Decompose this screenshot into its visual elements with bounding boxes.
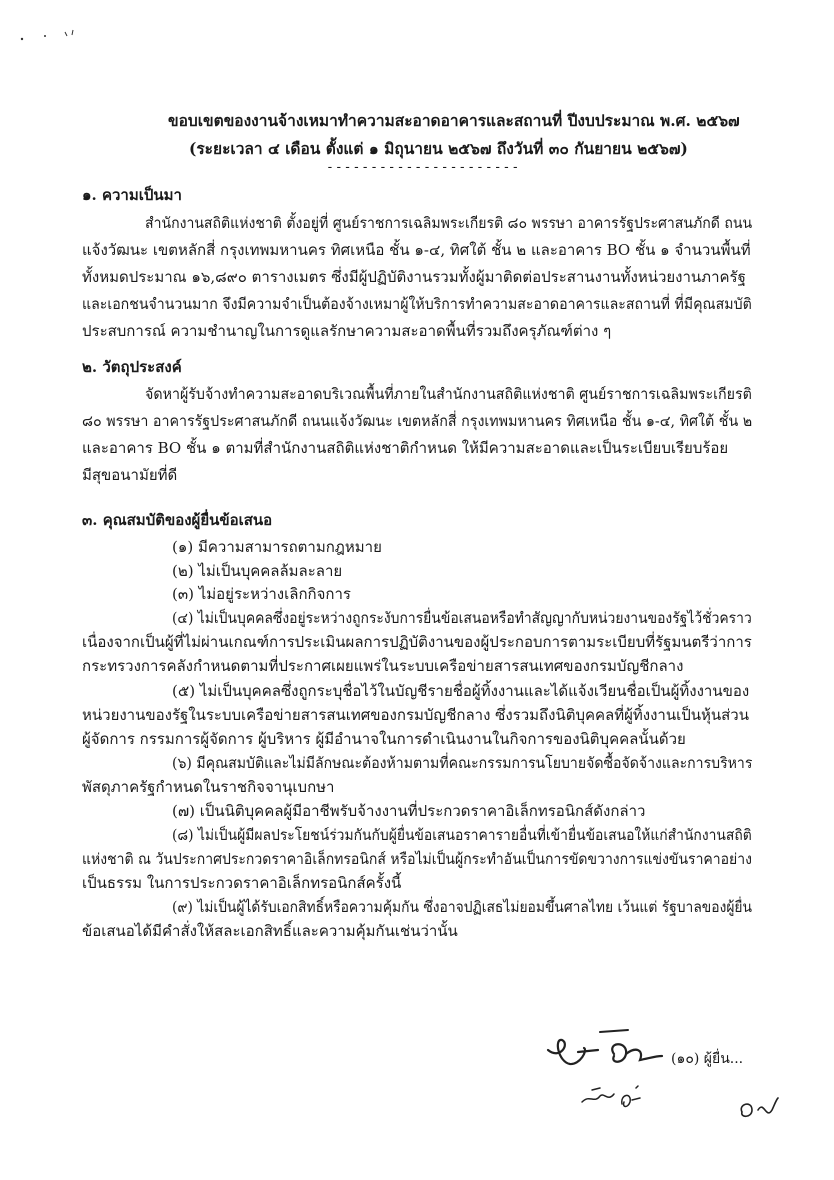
qualification-item: (๕) ไม่เป็นบุคคลซึ่งถูกระบุชื่อไว้ในบัญชีรายชื่อผู้ทิ้งงานและได้แจ้งเวียนชื่อเป็นผู้ทิ้งงานของ (172, 682, 750, 700)
section-1-line: ประสบการณ์ ความชำนาญในการดูแลรักษาความสะอาดพื้นที่รวมถึงครุภัณฑ์ต่าง ๆ (82, 322, 612, 340)
qualification-item: กระทรวงการคลังกำหนดตามที่ประกาศเผยแพร่ในระบบเครือข่ายสารสนเทศของกรมบัญชีกลาง (82, 657, 684, 675)
document-title: ขอบเขตของงานจ้างเหมาทำความสะอาดอาคารและสถานที่ ปีงบประมาณ พ.ศ. ๒๕๖๗ (168, 111, 740, 130)
qualification-item: ผู้จัดการ กรรมการผู้จัดการ ผู้บริหาร ผู้มีอำนาจในการดำเนินงานในกิจการของนิติบุคคลนั้นด้วย (82, 730, 686, 748)
section-2-line: มีสุขอนามัยที่ดี (82, 466, 178, 484)
section-2-heading: ๒. วัตถุประสงค์ (82, 358, 182, 376)
title-rule: ---------------------- (326, 160, 521, 175)
qualification-item: แห่งชาติ ณ วันประกาศประกวดราคาอิเล็กทรอนิกส์ หรือไม่เป็นผู้กระทำอันเป็นการขัดขวางการแข่งขันราคาอย่าง (82, 850, 752, 868)
scan-speck-marks (18, 26, 88, 46)
section-1-line: และเอกชนจำนวนมาก จึงมีความจำเป็นต้องจ้างเหมาผู้ให้บริการทำความสะอาดอาคารและสถานที่ ที่มีคุณสมบัติ (82, 295, 752, 313)
handwritten-initials (578, 1082, 648, 1114)
section-2-line: จัดหาผู้รับจ้างทำความสะอาดบริเวณพื้นที่ภายในสำนักงานสถิติแห่งชาติ ศูนย์ราชการเฉลิมพระเกียรติ (145, 385, 752, 403)
qualification-item: ข้อเสนอได้มีคำสั่งให้สละเอกสิทธิ์และความคุ้มกันเช่นว่านั้น (82, 922, 458, 940)
qualification-item: (๑) มีความสามารถตามกฎหมาย (172, 538, 382, 556)
qualification-item: (๘) ไม่เป็นผู้มีผลประโยชน์ร่วมกันกับผู้ยื่นข้อเสนอราคารายอื่นที่เข้ายื่นข้อเสนอให้แก่สำนักงานสถิติ (172, 826, 752, 844)
section-1-line: ทั้งหมดประมาณ ๑๖,๘๙๐ ตารางเมตร ซึ่งมีผู้ปฏิบัติงานรวมทั้งผู้มาติดต่อประสานงานทั้งหน่วยงานภาครัฐ (82, 268, 746, 286)
handwritten-page-number (734, 1092, 786, 1124)
handwritten-signature (540, 1020, 670, 1080)
document-period: (ระยะเวลา ๔ เดือน ตั้งแต่ ๑ มิถุนายน ๒๕๖๗ ถึงวันที่ ๓๐ กันยายน ๒๕๖๗) (189, 139, 688, 158)
section-2-line: และอาคาร BO ชั้น ๑ ตามที่สำนักงานสถิติแห่งชาติกำหนด ให้มีความสะอาดและเป็นระเบียบเรียบร้อย (82, 439, 729, 457)
qualification-item: เป็นธรรม ในการประกวดราคาอิเล็กทรอนิกส์ครั้งนี้ (82, 874, 402, 892)
qualification-item: (๔) ไม่เป็นบุคคลซึ่งอยู่ระหว่างถูกระงับการยื่นข้อเสนอหรือทำสัญญากับหน่วยงานของรัฐไว้ชั่วคราว (172, 609, 752, 627)
section-3-heading: ๓. คุณสมบัติของผู้ยื่นข้อเสนอ (82, 511, 273, 529)
section-1-line: สำนักงานสถิติแห่งชาติ ตั้งอยู่ที่ ศูนย์ราชการเฉลิมพระเกียรติ ๘๐ พรรษา อาคารรัฐประศาสนภักดี ถนน (145, 214, 753, 232)
section-2-line: ๘๐ พรรษา อาคารรัฐประศาสนภักดี ถนนแจ้งวัฒนะ เขตหลักสี่ กรุงเทพมหานคร ทิศเหนือ ชั้น ๑-๔, ทิศใต้ ชั้น ๒ (82, 412, 753, 430)
continuation-note: (๑๐) ผู้ยื่น... (671, 1051, 744, 1067)
section-1-line: แจ้งวัฒนะ เขตหลักสี่ กรุงเทพมหานคร ทิศเหนือ ชั้น ๑-๔, ทิศใต้ ชั้น ๒ และอาคาร BO ชั้น ๑ จำนวนพื้นที่ (82, 241, 751, 259)
qualification-item: เนื่องจากเป็นผู้ที่ไม่ผ่านเกณฑ์การประเมินผลการปฏิบัติงานของผู้ประกอบการตามระเบียบที่รัฐมนตรีว่าการ (82, 633, 752, 651)
qualification-item: (๖) มีคุณสมบัติและไม่มีลักษณะต้องห้ามตามที่คณะกรรมการนโยบายจัดซื้อจัดจ้างและการบริหาร (172, 754, 753, 772)
qualification-item: (๙) ไม่เป็นผู้ได้รับเอกสิทธิ์หรือความคุ้มกัน ซึ่งอาจปฏิเสธไม่ยอมขึ้นศาลไทย เว้นแต่ รัฐบาลของผู้ยื่น (172, 898, 752, 916)
qualification-item: (๒) ไม่เป็นบุคคลล้มละลาย (172, 562, 343, 580)
section-1-heading: ๑. ความเป็นมา (82, 186, 182, 204)
qualification-item: หน่วยงานของรัฐในระบบเครือข่ายสารสนเทศของกรมบัญชีกลาง ซึ่งรวมถึงนิติบุคคลที่ผู้ทิ้งงานเป็นหุ้นส่วน (82, 706, 749, 724)
qualification-item: พัสดุภาครัฐกำหนดในราชกิจจานุเบกษา (82, 778, 335, 796)
qualification-item: (๓) ไม่อยู่ระหว่างเลิกกิจการ (172, 585, 351, 603)
qualification-item: (๗) เป็นนิติบุคคลผู้มีอาชีพรับจ้างงานที่ประกวดราคาอิเล็กทรอนิกส์ดังกล่าว (172, 802, 646, 820)
